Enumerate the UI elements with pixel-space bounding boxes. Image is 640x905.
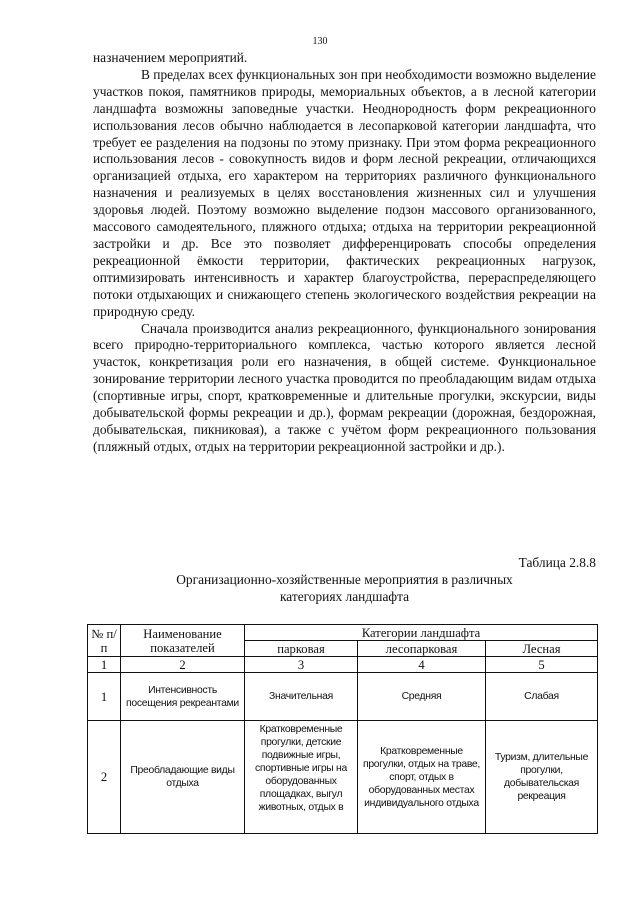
header-col-forestpark: лесопарковая [358,641,486,657]
row-value: Слабая [486,673,598,721]
table-index-row [88,657,598,673]
table-title-line: категориях ландшафта [279,588,410,604]
index-cell: 2 [121,657,245,673]
row-name: Интенсивность посещения рекреантами [121,673,245,721]
index-cell: 3 [245,657,358,673]
table-title-line: Организационно-хозяйственные мероприятия в различных [176,572,513,587]
paragraph: В пределах всех функциональных зон при необходимости возможно выделение участков покоя, памятников природы, мемориальных объектов, а в лесной категории ландшафта возможны заповедные участки. Неоднородность форм рекреационного использования лесов обычно наблюдается в лесопарковой категории ландшафта, что требует ее разделения на подзоны по этому признаку. При этом форма рекреационного использования лесов - совокупность видов и форм лесной рекреации, отличающихся организацией отдыха, его характером на территориях различного функционального назначения и реализуемых в целях восстановления жизненных сил и улучшения здоровья людей. Поэтому возможно выделение подзон массового организованного, массового самодеятельного, пляжного отдыха; отдыха на территории рекреационной застройки и др. Все это позволяет дифференцировать способы определения рекреационной ёмкости территории, фактических рекреационных нагрузок, оптимизировать интенсивность и характер благоустройства, перераспределяющего потоки отдыхающих и снижающего степень экологического воздействия рекреации на природную среду. [93,66,596,319]
table-title [93,572,596,606]
landscape-table [87,624,598,834]
index-cell: 5 [486,657,598,673]
row-value-text: Кратковременные прогулки, детские подвижные игры, спортивные игры на оборудованных площадках, выгул животных, отдых в [255,724,347,813]
row-num: 1 [88,673,121,721]
paragraph: назначением мероприятий. [93,50,248,65]
table-header-row [88,625,598,641]
body-text [93,50,596,456]
table-row [88,721,598,834]
row-num: 2 [88,721,121,834]
index-cell: 4 [358,657,486,673]
row-value: Средняя [358,673,486,721]
header-col-park: парковая [245,641,358,657]
paragraph: Сначала производится анализ рекреационного, функционального зонирования всего природно-территориального комплекса, частью которого является лесной участок, конкретизация роли его назначения, в общей системе. Функциональное зонирование территории лесного участка проводится по преобладающим видам отдыха (спортивные игры, спорт, кратковременные и длительные прогулки, экскурсии, виды добывательской формы рекреации и др.), формам рекреации (дорожная, бездорожная, добывательская, пикниковая), а также с учётом форм рекреационного пользования (пляжный отдых, отдых на территории рекреационной застройки и др.). [93,320,596,454]
header-col-forest: Лесная [486,641,598,657]
index-cell: 1 [88,657,121,673]
table-number: Таблица 2.8.8 [518,555,596,570]
row-value [245,721,358,834]
row-name: Преобладающие виды отдыха [121,721,245,834]
header-group: Категории ландшафта [245,625,598,641]
page-number: 130 [312,36,328,47]
table-row [88,673,598,721]
row-value: Значительная [245,673,358,721]
header-num: № п/п [88,625,121,657]
header-name: Наименование показателей [121,625,245,657]
row-value: Кратковременные прогулки, отдых на траве, спорт, отдых в оборудованных местах индивидуального отдыха [358,721,486,834]
row-value: Туризм, длительные прогулки, добывательская рекреация [486,721,598,834]
